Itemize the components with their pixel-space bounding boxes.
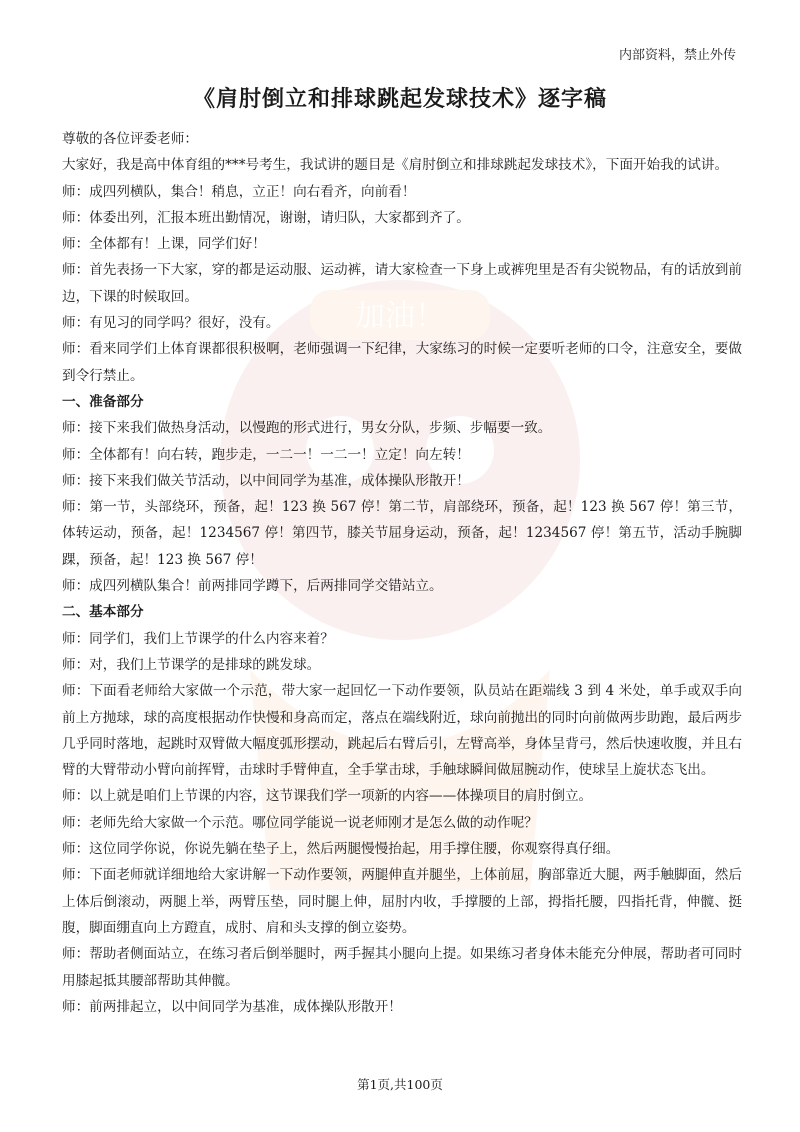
confidential-note: 内部资料，禁止外传	[618, 48, 736, 63]
body-paragraph: 师：第一节，头部绕环，预备，起！123 换 567 停！第二节，肩部绕环，预备，起！123 换 567 停！第三节，体转运动，预备，起！1234567 停！第四节，膝关节屈身运动，预备，起！1234567 停！第五节，活动手腕脚踝，预备，起！123 换 567 停！	[62, 499, 742, 568]
body-paragraph: 尊敬的各位评委老师：	[62, 131, 198, 147]
body-paragraph: 师：全体都有！向右转，跑步走，一二一！一二一！立定！向左转！	[62, 446, 470, 463]
body-paragraph: 师：同学们，我们上节课学的什么内容来着？	[62, 630, 334, 647]
body-paragraph: 师：帮助者侧面站立，在练习者后倒举腿时，两手握其小腿向上提。如果练习者身体未能充分伸展，帮助者可同时用膝起抵其腰部帮助其伸髋。	[62, 946, 742, 989]
body-paragraph: 师：这位同学你说，你说先躺在垫子上，然后两腿慢慢抬起，用手撑住腰，你观察得真仔细。	[62, 841, 620, 858]
body-paragraph: 师：体委出列，汇报本班出勤情况，谢谢，请归队，大家都到齐了。	[62, 209, 470, 226]
body-paragraph: 大家好，我是高中体育组的***号考生，我试讲的题目是《肩肘倒立和排球跳起发球技术》，下面开始我的试讲。	[62, 157, 729, 174]
section-heading: 一、准备部分	[62, 393, 144, 410]
section-heading: 二、基本部分	[62, 604, 144, 621]
body-paragraph: 师：下面老师就详细地给大家讲解一下动作要领，两腿伸直并腿坐，上体前屈，胸部靠近大腿，两手触脚面，然后上体后倒滚动，两腿上举，两臂压垫，同时腿上伸，屈肘内收，手撑腰的上部，拇指托腰，四指托背，伸髋、挺腹，脚面绷直向上方蹬直，成肘、肩和头支撑的倒立姿势。	[62, 867, 742, 936]
watermark-banner-text: 加油！	[355, 299, 445, 334]
body-paragraph: 师：首先表扬一下大家，穿的都是运动服、运动裤，请大家检查一下身上或裤兜里是否有尖锐物品，有的话放到前边，下课的时候取回。	[62, 262, 742, 305]
body-paragraph: 师：全体都有！上课，同学们好！	[62, 236, 266, 253]
body-paragraph: 师：对，我们上节课学的是排球的跳发球。	[62, 656, 321, 673]
body-paragraph: 师：看来同学们上体育课都很积极啊，老师强调一下纪律，大家练习的时候一定要听老师的口令，注意安全，要做到令行禁止。	[62, 341, 742, 384]
body-paragraph: 师：下面看老师给大家做一个示范，带大家一起回忆一下动作要领，队员站在距端线 3 到 4 米处，单手或双手向前上方抛球，球的高度根据动作快慢和身高而定，落点在端线附近，球向前抛出的同时向前做两步助跑，最后两步几乎同时落地，起跳时双臂做大幅度弧形摆动，跳起后右臂后引，左臂高举，身体呈背弓，然后快速收腹，并且右臂的大臂带动小臂向前挥臂，击球时手臂伸直，全手掌击球，手触球瞬间做屈腕动作，使球呈上旋状态飞出。	[62, 683, 742, 779]
body-paragraph: 师：老师先给大家做一个示范。哪位同学能说一说老师刚才是怎么做的动作呢？	[62, 814, 538, 831]
body-paragraph: 师：接下来我们做关节活动，以中间同学为基准，成体操队形散开！	[62, 472, 470, 489]
body-paragraph: 师：有见习的同学吗？很好，没有。	[62, 315, 280, 332]
body-paragraph: 师：成四列横队集合！前两排同学蹲下，后两排同学交错站立。	[62, 578, 443, 595]
page-number: 第1页,共100页	[357, 1077, 443, 1092]
document-body	[62, 126, 742, 1020]
body-paragraph: 师：接下来我们做热身活动，以慢跑的形式进行，男女分队，步频、步幅要一致。	[62, 420, 552, 437]
body-paragraph: 师：成四列横队，集合！稍息，立正！向右看齐，向前看！	[62, 183, 416, 200]
body-paragraph: 师：前两排起立，以中间同学为基准，成体操队形散开！	[62, 998, 402, 1015]
body-paragraph: 师：以上就是咱们上节课的内容，这节课我们学一项新的内容——体操项目的肩肘倒立。	[62, 788, 593, 805]
document-title: 《肩肘倒立和排球跳起发球技术》逐字稿	[192, 86, 607, 112]
